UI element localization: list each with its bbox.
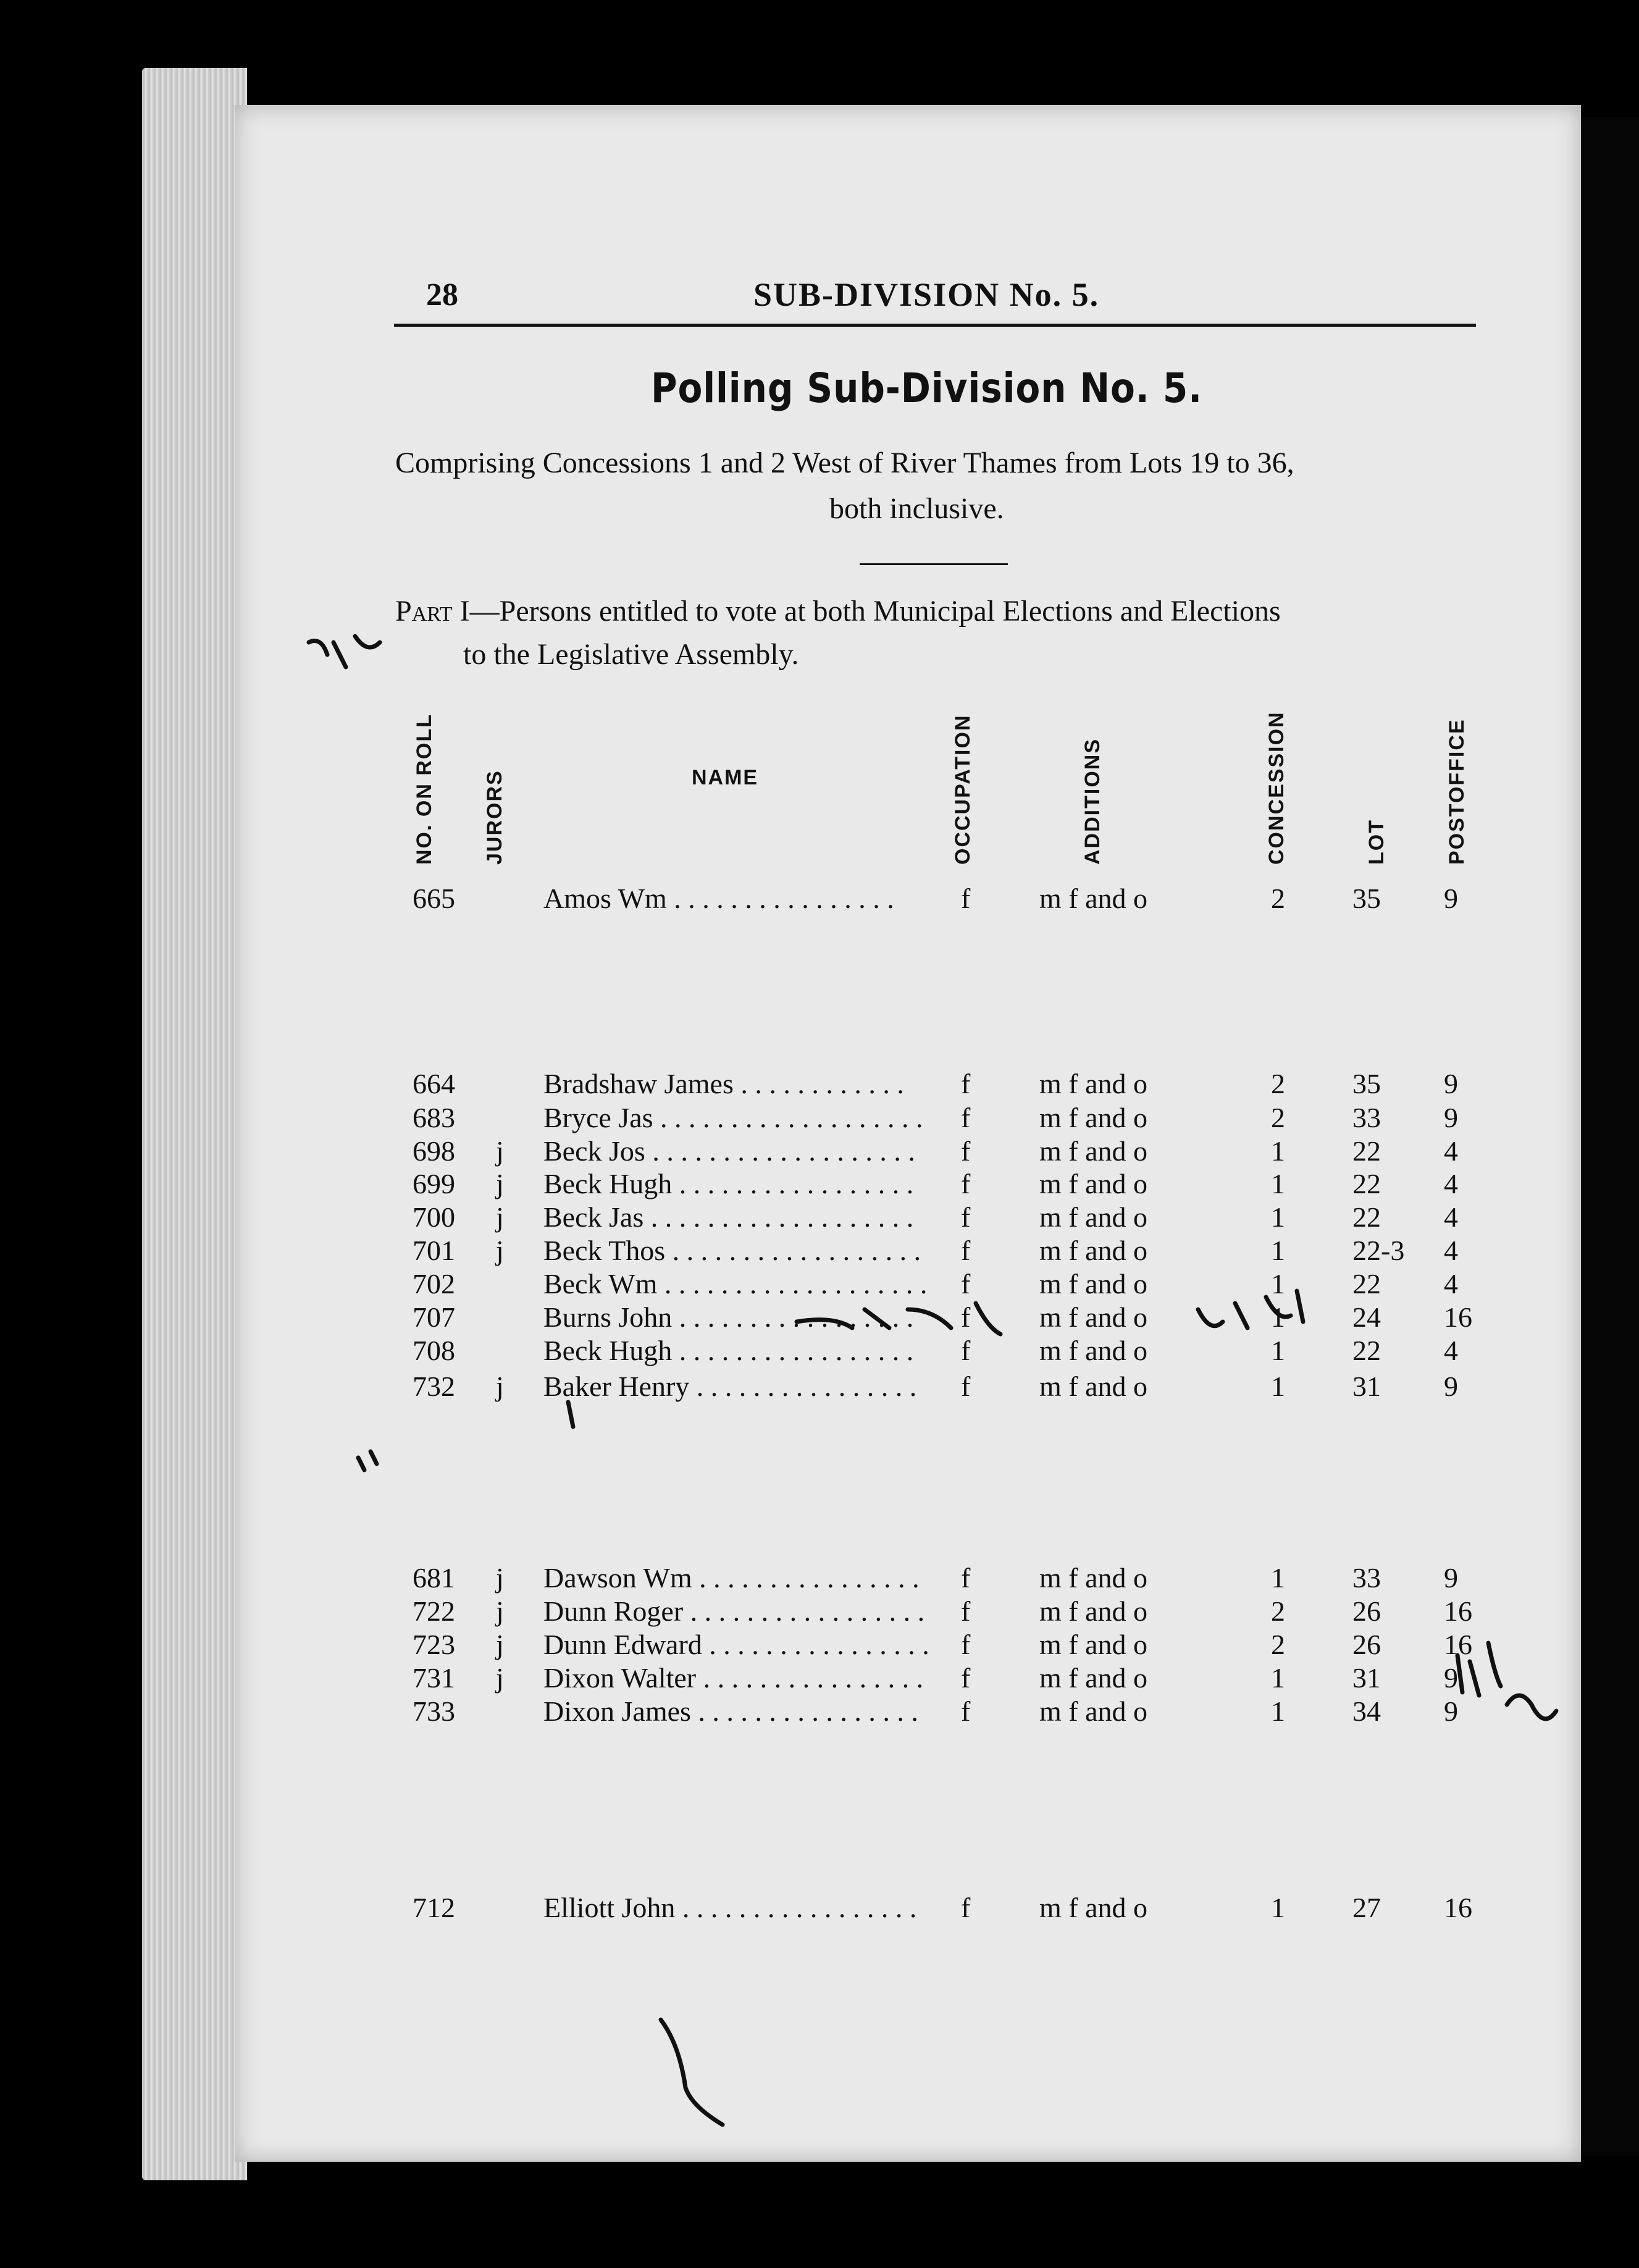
voter-name: Dawson Wm . . . . . . . . . . . . . . . . — [543, 1562, 920, 1594]
additions: m f and o — [1039, 1695, 1148, 1727]
postoffice: 9 — [1444, 883, 1458, 914]
margin-scribble-right — [1507, 1695, 1556, 1719]
occupation: f — [961, 1102, 971, 1133]
postoffice: 9 — [1444, 1371, 1458, 1402]
concession: 1 — [1271, 1335, 1285, 1366]
roll-number: 722 — [413, 1595, 455, 1627]
postoffice: 9 — [1444, 1695, 1458, 1727]
voter-name: Amos Wm . . . . . . . . . . . . . . . . — [543, 883, 894, 914]
occupation: f — [961, 1629, 971, 1660]
juror-mark: j — [496, 1595, 504, 1627]
occupation: f — [961, 1662, 971, 1694]
occupation: f — [961, 883, 971, 914]
roll-number: 699 — [413, 1168, 455, 1199]
margin-scribble-top — [309, 636, 380, 667]
postoffice: 9 — [1444, 1662, 1458, 1694]
postoffice: 16 — [1444, 1629, 1472, 1660]
concession: 1 — [1271, 1235, 1285, 1266]
juror-mark: j — [496, 1135, 504, 1167]
roll-number: 707 — [413, 1301, 455, 1333]
lot: 27 — [1352, 1892, 1381, 1923]
concession: 2 — [1271, 1068, 1285, 1099]
concession: 1 — [1271, 1695, 1285, 1727]
voter-name: Beck Wm . . . . . . . . . . . . . . . . . . . — [543, 1268, 928, 1300]
voter-name: Bradshaw James . . . . . . . . . . . . — [543, 1068, 904, 1099]
juror-mark: j — [496, 1371, 504, 1402]
roll-number: 701 — [413, 1235, 455, 1266]
postoffice: 16 — [1444, 1892, 1472, 1923]
postoffice: 4 — [1444, 1168, 1458, 1199]
concession: 1 — [1271, 1168, 1285, 1199]
lot: 26 — [1352, 1595, 1381, 1627]
voter-name: Dunn Edward . . . . . . . . . . . . . . . . — [543, 1629, 929, 1660]
occupation: f — [961, 1201, 971, 1233]
part-text: —Persons entitled to vote at both Municipal Elections and Elections — [469, 595, 1281, 628]
juror-mark: j — [496, 1201, 504, 1233]
col-occupation: OCCUPATION — [951, 714, 975, 865]
col-jurors: JURORS — [483, 770, 506, 865]
voter-name: Beck Thos . . . . . . . . . . . . . . . . . . — [543, 1235, 921, 1266]
occupation: f — [961, 1335, 971, 1366]
additions: m f and o — [1039, 1068, 1148, 1099]
juror-mark: j — [496, 1235, 504, 1266]
concession: 1 — [1271, 1892, 1285, 1923]
postoffice: 16 — [1444, 1301, 1472, 1333]
juror-mark: j — [496, 1562, 504, 1594]
roll-number: 681 — [413, 1562, 455, 1594]
page-number: 28 — [426, 277, 458, 313]
margin-check-mark — [1457, 1643, 1501, 1695]
part-label: Part I — [395, 595, 470, 628]
lot: 31 — [1352, 1662, 1381, 1694]
roll-number: 683 — [413, 1102, 455, 1133]
lot: 22 — [1352, 1335, 1381, 1366]
voter-name: Beck Jos . . . . . . . . . . . . . . . . . . . — [543, 1135, 915, 1167]
additions: m f and o — [1039, 1301, 1148, 1333]
additions: m f and o — [1039, 1235, 1148, 1266]
concession: 1 — [1271, 1371, 1285, 1402]
lot: 22-3 — [1352, 1235, 1405, 1266]
voter-name: Bryce Jas . . . . . . . . . . . . . . . . . . . — [543, 1102, 923, 1133]
occupation: f — [961, 1168, 971, 1199]
juror-mark: j — [496, 1629, 504, 1660]
concession: 1 — [1271, 1268, 1285, 1300]
lot: 22 — [1352, 1168, 1381, 1199]
juror-mark: j — [496, 1168, 504, 1199]
lot: 33 — [1352, 1562, 1381, 1594]
postoffice: 16 — [1444, 1595, 1472, 1627]
concession: 1 — [1271, 1201, 1285, 1233]
occupation: f — [961, 1371, 971, 1402]
postoffice: 4 — [1444, 1135, 1458, 1167]
occupation: f — [961, 1235, 971, 1266]
lot: 22 — [1352, 1268, 1381, 1300]
description-line-2: both inclusive. — [829, 492, 1004, 525]
additions: m f and o — [1039, 1268, 1148, 1300]
strikethrough-scribble-1 — [797, 1303, 1000, 1334]
strikethrough-scribble-2 — [1198, 1291, 1303, 1328]
postoffice: 9 — [1444, 1068, 1458, 1099]
occupation: f — [961, 1068, 971, 1099]
roll-number: 731 — [413, 1662, 455, 1694]
voter-name: Beck Jas . . . . . . . . . . . . . . . . . . . — [543, 1201, 914, 1233]
postoffice: 4 — [1444, 1335, 1458, 1366]
roll-number: 698 — [413, 1135, 455, 1167]
postoffice: 4 — [1444, 1235, 1458, 1266]
part-heading-line-2: to the Legislative Assembly. — [463, 638, 799, 671]
voter-name: Beck Hugh . . . . . . . . . . . . . . . . . — [543, 1335, 914, 1366]
additions: m f and o — [1039, 1135, 1148, 1167]
postoffice: 9 — [1444, 1102, 1458, 1133]
additions: m f and o — [1039, 883, 1148, 914]
occupation: f — [961, 1562, 971, 1594]
col-additions: ADDITIONS — [1081, 738, 1104, 865]
col-lot: LOT — [1365, 819, 1388, 865]
occupation: f — [961, 1135, 971, 1167]
concession: 1 — [1271, 1562, 1285, 1594]
left-margin-mark — [358, 1451, 377, 1470]
lot: 22 — [1352, 1201, 1381, 1233]
roll-number: 712 — [413, 1892, 455, 1923]
roll-number: 700 — [413, 1201, 455, 1233]
voter-name: Elliott John . . . . . . . . . . . . . . . . . — [543, 1892, 917, 1923]
roll-number: 665 — [413, 883, 455, 914]
additions: m f and o — [1039, 1201, 1148, 1233]
concession: 2 — [1271, 1595, 1285, 1627]
voter-name: Beck Hugh . . . . . . . . . . . . . . . . . — [543, 1168, 914, 1199]
roll-number: 708 — [413, 1335, 455, 1366]
concession: 2 — [1271, 1629, 1285, 1660]
lot: 35 — [1352, 883, 1381, 914]
lot: 26 — [1352, 1629, 1381, 1660]
postoffice: 9 — [1444, 1562, 1458, 1594]
additions: m f and o — [1039, 1102, 1148, 1133]
roll-number: 664 — [413, 1068, 455, 1099]
lot: 35 — [1352, 1068, 1381, 1099]
roll-number: 723 — [413, 1629, 455, 1660]
page-title: Polling Sub-Division No. 5. — [651, 364, 1203, 412]
lot: 33 — [1352, 1102, 1381, 1133]
bottom-scribble — [661, 2020, 723, 2125]
additions: m f and o — [1039, 1371, 1148, 1402]
concession: 1 — [1271, 1301, 1285, 1333]
additions: m f and o — [1039, 1335, 1148, 1366]
description-line-1: Comprising Concessions 1 and 2 West of River Thames from Lots 19 to 36, — [395, 447, 1294, 479]
occupation: f — [961, 1301, 971, 1333]
occupation: f — [961, 1892, 971, 1923]
voter-name: Baker Henry . . . . . . . . . . . . . . . . — [543, 1371, 917, 1402]
juror-mark: j — [496, 1662, 504, 1694]
roll-number: 733 — [413, 1695, 455, 1727]
additions: m f and o — [1039, 1562, 1148, 1594]
postoffice: 4 — [1444, 1268, 1458, 1300]
col-name: NAME — [692, 766, 759, 789]
occupation: f — [961, 1595, 971, 1627]
running-title: SUB-DIVISION No. 5. — [753, 276, 1100, 313]
roll-number: 702 — [413, 1268, 455, 1300]
lot: 22 — [1352, 1135, 1381, 1167]
occupation: f — [961, 1268, 971, 1300]
col-postoffice: POSTOFFICE — [1445, 718, 1469, 865]
concession: 1 — [1271, 1135, 1285, 1167]
postoffice: 4 — [1444, 1201, 1458, 1233]
voter-name: Dixon Walter . . . . . . . . . . . . . . . . — [543, 1662, 924, 1694]
lot: 34 — [1352, 1695, 1381, 1727]
col-concession: CONCESSION — [1265, 711, 1288, 865]
roll-number: 732 — [413, 1371, 455, 1402]
concession: 2 — [1271, 1102, 1285, 1133]
concession: 2 — [1271, 883, 1285, 914]
lot: 24 — [1352, 1301, 1381, 1333]
additions: m f and o — [1039, 1629, 1148, 1660]
additions: m f and o — [1039, 1595, 1148, 1627]
col-no-on-roll: NO. ON ROLL — [413, 713, 436, 865]
occupation: f — [961, 1695, 971, 1727]
voter-name: Dunn Roger . . . . . . . . . . . . . . . . . — [543, 1595, 925, 1627]
additions: m f and o — [1039, 1892, 1148, 1923]
voter-name: Burns John . . . . . . . . . . . . . . . . . — [543, 1301, 914, 1333]
additions: m f and o — [1039, 1168, 1148, 1199]
additions: m f and o — [1039, 1662, 1148, 1694]
check-mark — [568, 1402, 573, 1427]
lot: 31 — [1352, 1371, 1381, 1402]
concession: 1 — [1271, 1662, 1285, 1694]
voter-name: Dixon James . . . . . . . . . . . . . . . . — [543, 1695, 918, 1727]
